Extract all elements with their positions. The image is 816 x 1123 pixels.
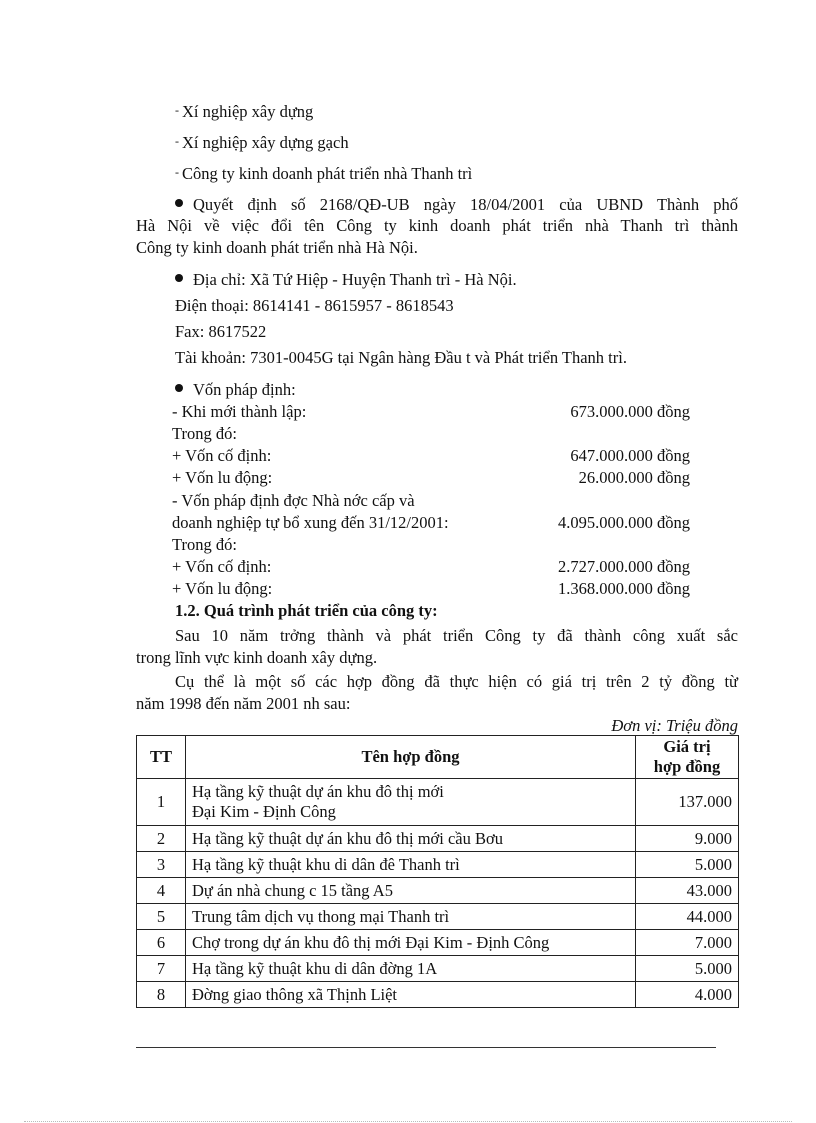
section-heading: 1.2. Quá trình phát triển của công ty:	[175, 601, 438, 620]
table-row	[137, 826, 739, 852]
page-bottom-edge	[24, 1121, 792, 1122]
cell-value: 4.000	[636, 982, 739, 1008]
table-row	[137, 982, 739, 1008]
cell-tt: 6	[137, 930, 186, 956]
table-row	[137, 878, 739, 904]
cell-value: 43.000	[636, 878, 739, 904]
cell-value: 5.000	[636, 852, 739, 878]
bullet-icon	[175, 384, 183, 392]
address-text: Địa chỉ: Xã Tứ Hiệp - Huyện Thanh trì - Hà Nội.	[193, 270, 517, 289]
fixed-capital-label: + Vốn cố định:	[172, 446, 272, 465]
granted-capital-value: 4.095.000.000 đồng	[558, 513, 690, 532]
working-capital-label: + Vốn lu động:	[172, 579, 273, 598]
working-capital-value: 26.000.000 đồng	[578, 468, 690, 487]
decision-text: Quyết định số 2168/QĐ-UB ngày 18/04/2001 của UBND Thành phố	[193, 195, 738, 214]
cell-name: Hạ tầng kỹ thuật dự án khu đô thị mới cầu Bơu	[186, 826, 636, 852]
cell-name: Hạ tầng kỹ thuật khu di dân đê Thanh trì	[186, 852, 636, 878]
table-row	[137, 956, 739, 982]
column-header-value-line-1: Giá trị	[663, 737, 711, 756]
cell-name: Hạ tầng kỹ thuật khu di dân đờng 1A	[186, 956, 636, 982]
cell-value: 9.000	[636, 826, 739, 852]
cell-tt: 5	[137, 904, 186, 930]
cell-name-line-1: Hạ tầng kỹ thuật dự án khu đô thị mới	[192, 782, 444, 801]
cell-name-line-2: Đại Kim - Định Công	[192, 802, 336, 821]
column-header-tt: TT	[137, 736, 186, 779]
cell-tt: 4	[137, 878, 186, 904]
bullet-icon	[175, 199, 183, 207]
cell-value: 44.000	[636, 904, 739, 930]
paragraph-line: năm 1998 đến năm 2001 nh sau:	[136, 694, 351, 713]
working-capital-value: 1.368.000.000 đồng	[558, 579, 690, 598]
cell-tt: 2	[137, 826, 186, 852]
address-line	[175, 270, 517, 290]
cell-value: 137.000	[636, 779, 739, 826]
cell-name: Dự án nhà chung c 15 tầng A5	[186, 878, 636, 904]
column-header-value	[636, 736, 739, 779]
cell-tt: 8	[137, 982, 186, 1008]
founding-label: - Khi mới thành lập:	[172, 402, 307, 421]
founding-value: 673.000.000 đồng	[570, 402, 690, 421]
paragraph-line: Cụ thể là một số các hợp đồng đã thực hiện có giá trị trên 2 tỷ đồng từ	[175, 672, 738, 691]
cell-name: Chợ trong dự án khu đô thị mới Đại Kim - Định Công	[186, 930, 636, 956]
table-row	[137, 852, 739, 878]
account-line: Tài khoản: 7301-0045G tại Ngân hàng Đầu t và Phát triển Thanh trì.	[175, 348, 627, 367]
decision-line-1	[175, 195, 738, 215]
contracts-table	[136, 735, 739, 1008]
capital-title	[175, 380, 296, 400]
unit-label: Đơn vị: Triệu đồng	[611, 716, 738, 735]
column-header-value-line-2: hợp đồng	[653, 757, 721, 776]
list-item	[175, 131, 349, 153]
fixed-capital-value: 647.000.000 đồng	[570, 446, 690, 465]
paragraph-line: trong lĩnh vực kinh doanh xây dựng.	[136, 648, 378, 667]
list-item-text: Xí nghiệp xây dựng	[182, 102, 314, 121]
list-item	[175, 100, 313, 122]
working-capital-label: + Vốn lu động:	[172, 468, 273, 487]
cell-name: Trung tâm dịch vụ thong mại Thanh trì	[186, 904, 636, 930]
footer-divider	[136, 1047, 716, 1048]
table-row	[137, 930, 739, 956]
decision-line-2: Hà Nội về việc đổi tên Công ty kinh doanh phát triển nhà Thanh trì thành	[136, 216, 738, 235]
fixed-capital-label: + Vốn cố định:	[172, 557, 272, 576]
paragraph-line: Sau 10 năm trởng thành và phát triển Công ty đã thành công xuất sắc	[175, 626, 738, 645]
dash-marker: -	[175, 134, 179, 148]
fax-line: Fax: 8617522	[175, 322, 267, 341]
capital-title-text: Vốn pháp định:	[193, 380, 296, 399]
list-item	[175, 162, 472, 184]
table-header-row	[137, 736, 739, 779]
cell-tt: 3	[137, 852, 186, 878]
column-header-name: Tên hợp đồng	[186, 736, 636, 779]
cell-name	[186, 779, 636, 826]
cell-tt: 1	[137, 779, 186, 826]
table-row	[137, 779, 739, 826]
list-item-text: Công ty kinh doanh phát triển nhà Thanh trì	[182, 164, 473, 183]
list-item-text: Xí nghiệp xây dựng gạch	[182, 133, 349, 152]
granted-capital-label-2: doanh nghiệp tự bổ xung đến 31/12/2001:	[172, 513, 449, 532]
decision-line-3: Công ty kinh doanh phát triển nhà Hà Nội.	[136, 238, 418, 257]
phone-line: Điện thoại: 8614141 - 8615957 - 8618543	[175, 296, 454, 315]
cell-tt: 7	[137, 956, 186, 982]
in-which-label: Trong đó:	[172, 535, 237, 554]
cell-value: 7.000	[636, 930, 739, 956]
cell-name: Đờng giao thông xã Thịnh Liệt	[186, 982, 636, 1008]
in-which-label: Trong đó:	[172, 424, 237, 443]
granted-capital-label-1: - Vốn pháp định đợc Nhà nớc cấp và	[172, 491, 415, 510]
dash-marker: -	[175, 165, 179, 179]
fixed-capital-value: 2.727.000.000 đồng	[558, 557, 690, 576]
cell-value: 5.000	[636, 956, 739, 982]
dash-marker: -	[175, 103, 179, 117]
table-row	[137, 904, 739, 930]
bullet-icon	[175, 274, 183, 282]
